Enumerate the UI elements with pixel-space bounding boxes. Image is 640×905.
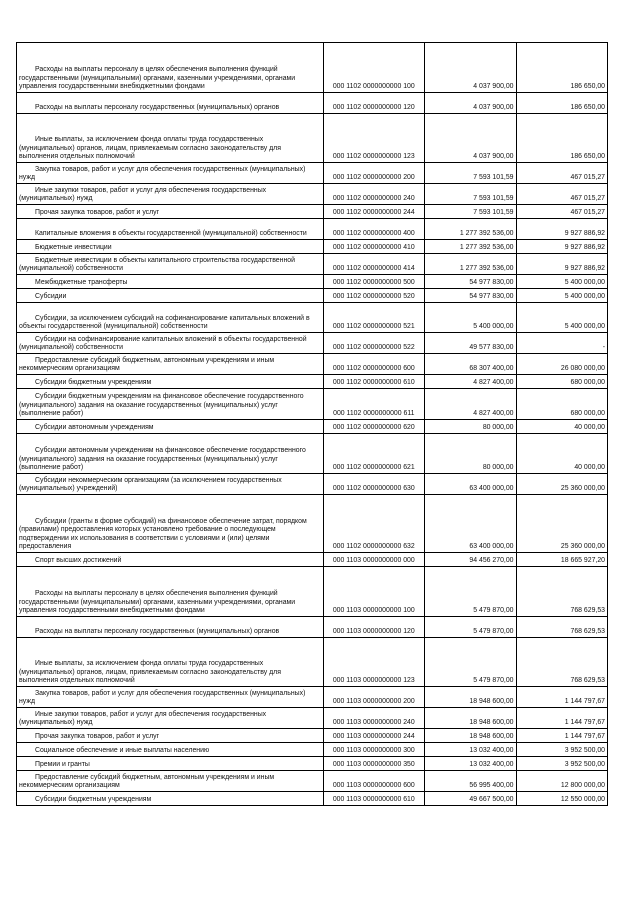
budget-code-cell: 000 1102 0000000000 620: [323, 420, 425, 434]
table-row: [17, 184, 608, 205]
budget-code-cell: 000 1103 0000000000 200: [323, 687, 425, 708]
expense-name-text: Бюджетные инвестиции в объекты капитального строительства государственной (муниципальной) собственности: [19, 256, 295, 273]
table-row: [17, 333, 608, 354]
executed-amount-cell: 9 927 886,92: [516, 240, 608, 254]
expense-name-text: Субсидии бюджетным учреждениям на финансовое обеспечение государственного (муниципального) задания на оказание государственных (муниципальных) услуг (выполнение работ): [19, 393, 304, 418]
expense-name-text: Субсидии (гранты в форме субсидий) на финансовое обеспечение затрат, порядком (правилами) предоставления которых установлено требование о последующем подтверждении их использования в соответствии с условиями и (или) целями предоставления: [19, 517, 307, 551]
expense-name-cell: [17, 43, 324, 93]
executed-amount-cell: 25 360 000,00: [516, 474, 608, 495]
approved-amount-cell: 5 400 000,00: [425, 303, 516, 333]
budget-code-cell: 000 1103 0000000000 100: [323, 567, 425, 617]
table-row: [17, 114, 608, 163]
expense-name-text: Субсидии, за исключением субсидий на софинансирование капитальных вложений в объекты государственной (муниципальной) собственности: [19, 314, 310, 331]
executed-amount-cell: 12 550 000,00: [516, 792, 608, 806]
executed-amount-cell: 1 144 797,67: [516, 687, 608, 708]
expense-name-text: Капитальные вложения в объекты государственной (муниципальной) собственности: [35, 230, 307, 238]
approved-amount-cell: 4 827 400,00: [425, 389, 516, 420]
expense-name-text: Субсидии бюджетным учреждениям: [35, 796, 152, 804]
approved-amount-cell: 4 037 900,00: [425, 114, 516, 163]
table-row: [17, 303, 608, 333]
budget-code-cell: 000 1102 0000000000 100: [323, 43, 425, 93]
approved-amount-cell: 49 577 830,00: [425, 333, 516, 354]
approved-amount-cell: 1 277 392 536,00: [425, 219, 516, 240]
budget-code-cell: 000 1102 0000000000 600: [323, 354, 425, 375]
budget-code-cell: 000 1102 0000000000 120: [323, 93, 425, 114]
executed-amount-cell: 26 080 000,00: [516, 354, 608, 375]
executed-amount-cell: 1 144 797,67: [516, 708, 608, 729]
table-row: [17, 205, 608, 219]
executed-amount-cell: 768 629,53: [516, 617, 608, 638]
table-row: [17, 708, 608, 729]
budget-code-cell: 000 1103 0000000000 300: [323, 743, 425, 757]
table-row: [17, 43, 608, 93]
budget-code-cell: 000 1102 0000000000 244: [323, 205, 425, 219]
expense-name-text: Иные выплаты, за исключением фонда оплаты труда государственных (муниципальных) органов, лицам, привлекаемым согласно законодательству для выполнения отдельных полномочий: [19, 660, 281, 685]
expense-name-text: Иные закупки товаров, работ и услуг для обеспечения государственных (муниципальных) нужд: [19, 186, 267, 203]
table-row: [17, 638, 608, 687]
table-row: [17, 163, 608, 184]
budget-code-cell: 000 1102 0000000000 632: [323, 495, 425, 553]
table-row: [17, 553, 608, 567]
approved-amount-cell: 80 000,00: [425, 434, 516, 474]
expense-name-cell: [17, 354, 324, 375]
expense-name-text: Субсидии: [35, 293, 67, 301]
table-row: [17, 567, 608, 617]
table-body: [17, 43, 608, 806]
table-row: [17, 771, 608, 792]
expense-name-text: Расходы на выплаты персоналу в целях обеспечения выполнения функций государственными (муниципальными) органами, казенными учреждениями, органами управления государственными внебюджетными фондами: [19, 590, 296, 615]
budget-code-cell: 000 1102 0000000000 521: [323, 303, 425, 333]
expense-name-text: Расходы на выплаты персоналу государственных (муниципальных) органов: [35, 104, 280, 112]
expense-name-text: Субсидии автономным учреждениям: [35, 424, 154, 432]
expense-name-text: Социальное обеспечение и иные выплаты населению: [35, 747, 210, 755]
approved-amount-cell: 5 479 870,00: [425, 617, 516, 638]
approved-amount-cell: 13 032 400,00: [425, 757, 516, 771]
approved-amount-cell: 80 000,00: [425, 420, 516, 434]
executed-amount-cell: 467 015,27: [516, 163, 608, 184]
expense-name-text: Бюджетные инвестиции: [35, 244, 112, 252]
approved-amount-cell: 18 948 600,00: [425, 687, 516, 708]
table-row: [17, 240, 608, 254]
executed-amount-cell: 186 650,00: [516, 43, 608, 93]
executed-amount-cell: 768 629,53: [516, 638, 608, 687]
expense-name-cell: [17, 792, 324, 806]
table-row: [17, 420, 608, 434]
expense-name-cell: [17, 729, 324, 743]
executed-amount-cell: 186 650,00: [516, 114, 608, 163]
expense-name-cell: [17, 333, 324, 354]
approved-amount-cell: 56 995 400,00: [425, 771, 516, 792]
approved-amount-cell: 7 593 101,59: [425, 163, 516, 184]
expense-name-cell: [17, 219, 324, 240]
executed-amount-cell: 40 000,00: [516, 420, 608, 434]
expense-name-text: Субсидии некоммерческим организациям (за исключением государственных (муниципальных) учреждений): [19, 476, 282, 493]
budget-code-cell: 000 1102 0000000000 520: [323, 289, 425, 303]
expense-name-cell: [17, 708, 324, 729]
budget-code-cell: 000 1102 0000000000 522: [323, 333, 425, 354]
expense-name-text: Субсидии на софинансирование капитальных вложений в объекты государственной (муниципальной) собственности: [19, 335, 307, 352]
executed-amount-cell: 12 800 000,00: [516, 771, 608, 792]
budget-code-cell: 000 1102 0000000000 414: [323, 254, 425, 275]
approved-amount-cell: 68 307 400,00: [425, 354, 516, 375]
budget-code-cell: 000 1102 0000000000 410: [323, 240, 425, 254]
executed-amount-cell: 25 360 000,00: [516, 495, 608, 553]
expense-name-cell: [17, 289, 324, 303]
expense-name-text: Иные закупки товаров, работ и услуг для обеспечения государственных (муниципальных) нужд: [19, 710, 267, 727]
expense-name-text: Межбюджетные трансферты: [35, 279, 128, 287]
approved-amount-cell: 4 827 400,00: [425, 375, 516, 389]
table-row: [17, 354, 608, 375]
approved-amount-cell: 94 456 270,00: [425, 553, 516, 567]
executed-amount-cell: 467 015,27: [516, 184, 608, 205]
budget-code-cell: 000 1103 0000000000 600: [323, 771, 425, 792]
expense-name-cell: [17, 743, 324, 757]
expense-name-text: Прочая закупка товаров, работ и услуг: [35, 209, 160, 217]
expense-name-cell: [17, 553, 324, 567]
table-row: [17, 474, 608, 495]
table-row: [17, 219, 608, 240]
budget-code-cell: 000 1103 0000000000 244: [323, 729, 425, 743]
budget-code-cell: 000 1103 0000000000 000: [323, 553, 425, 567]
budget-code-cell: 000 1103 0000000000 350: [323, 757, 425, 771]
expense-name-cell: [17, 495, 324, 553]
budget-code-cell: 000 1103 0000000000 123: [323, 638, 425, 687]
expense-name-text: Спорт высших достижений: [35, 557, 122, 565]
approved-amount-cell: 1 277 392 536,00: [425, 240, 516, 254]
expense-name-cell: [17, 240, 324, 254]
budget-execution-table: [16, 42, 608, 806]
executed-amount-cell: 3 952 500,00: [516, 757, 608, 771]
executed-amount-cell: -: [516, 333, 608, 354]
executed-amount-cell: 9 927 886,92: [516, 254, 608, 275]
executed-amount-cell: 1 144 797,67: [516, 729, 608, 743]
expense-name-text: Закупка товаров, работ и услуг для обеспечения государственных (муниципальных) нужд: [19, 689, 306, 706]
table-row: [17, 729, 608, 743]
expense-name-text: Субсидии автономным учреждениям на финансовое обеспечение государственного (муниципального) задания на оказание государственных (муниципальных) услуг (выполнение работ): [19, 447, 306, 472]
expense-name-cell: [17, 434, 324, 474]
approved-amount-cell: 18 948 600,00: [425, 708, 516, 729]
table-row: [17, 792, 608, 806]
approved-amount-cell: 1 277 392 536,00: [425, 254, 516, 275]
expense-name-cell: [17, 771, 324, 792]
expense-name-cell: [17, 420, 324, 434]
expense-name-cell: [17, 687, 324, 708]
executed-amount-cell: 5 400 000,00: [516, 275, 608, 289]
expense-name-cell: [17, 184, 324, 205]
table-row: [17, 743, 608, 757]
expense-name-cell: [17, 375, 324, 389]
expense-name-text: Расходы на выплаты персоналу в целях обеспечения выполнения функций государственными (муниципальными) органами, казенными учреждениями, органами управления государственными внебюджетными фондами: [19, 66, 296, 91]
budget-code-cell: 000 1102 0000000000 200: [323, 163, 425, 184]
expense-name-text: Субсидии бюджетным учреждениям: [35, 379, 152, 387]
executed-amount-cell: 3 952 500,00: [516, 743, 608, 757]
table-row: [17, 254, 608, 275]
budget-code-cell: 000 1103 0000000000 240: [323, 708, 425, 729]
executed-amount-cell: 40 000,00: [516, 434, 608, 474]
expense-name-cell: [17, 93, 324, 114]
executed-amount-cell: 5 400 000,00: [516, 303, 608, 333]
approved-amount-cell: 4 037 900,00: [425, 93, 516, 114]
expense-name-cell: [17, 254, 324, 275]
expense-name-text: Прочая закупка товаров, работ и услуг: [35, 733, 160, 741]
executed-amount-cell: 9 927 886,92: [516, 219, 608, 240]
table-row: [17, 375, 608, 389]
budget-code-cell: 000 1102 0000000000 621: [323, 434, 425, 474]
approved-amount-cell: 63 400 000,00: [425, 474, 516, 495]
expense-name-text: Премии и гранты: [35, 761, 90, 769]
executed-amount-cell: 680 000,00: [516, 375, 608, 389]
table-row: [17, 93, 608, 114]
table-row: [17, 389, 608, 420]
expense-name-cell: [17, 567, 324, 617]
approved-amount-cell: 54 977 830,00: [425, 275, 516, 289]
expense-name-cell: [17, 163, 324, 184]
approved-amount-cell: 5 479 870,00: [425, 567, 516, 617]
approved-amount-cell: 63 400 000,00: [425, 495, 516, 553]
expense-name-cell: [17, 474, 324, 495]
expense-name-cell: [17, 114, 324, 163]
executed-amount-cell: 768 629,53: [516, 567, 608, 617]
expense-name-text: Предоставление субсидий бюджетным, автономным учреждениям и иным некоммерческим организациям: [19, 773, 275, 790]
expense-name-cell: [17, 275, 324, 289]
budget-code-cell: 000 1102 0000000000 610: [323, 375, 425, 389]
budget-code-cell: 000 1102 0000000000 400: [323, 219, 425, 240]
executed-amount-cell: 186 650,00: [516, 93, 608, 114]
table-row: [17, 275, 608, 289]
expense-name-text: Закупка товаров, работ и услуг для обеспечения государственных (муниципальных) нужд: [19, 165, 306, 182]
expense-name-cell: [17, 617, 324, 638]
expense-name-text: Предоставление субсидий бюджетным, автономным учреждениям и иным некоммерческим организациям: [19, 356, 275, 373]
expense-name-text: Иные выплаты, за исключением фонда оплаты труда государственных (муниципальных) органов, лицам, привлекаемым согласно законодательству для выполнения отдельных полномочий: [19, 136, 281, 161]
table-row: [17, 434, 608, 474]
budget-code-cell: 000 1102 0000000000 240: [323, 184, 425, 205]
table-row: [17, 687, 608, 708]
approved-amount-cell: 54 977 830,00: [425, 289, 516, 303]
expense-name-cell: [17, 303, 324, 333]
expense-name-cell: [17, 205, 324, 219]
expense-name-cell: [17, 757, 324, 771]
expense-name-cell: [17, 638, 324, 687]
expense-name-cell: [17, 389, 324, 420]
budget-code-cell: 000 1103 0000000000 610: [323, 792, 425, 806]
table-row: [17, 495, 608, 553]
table-row: [17, 617, 608, 638]
budget-code-cell: 000 1102 0000000000 611: [323, 389, 425, 420]
table-row: [17, 757, 608, 771]
expense-name-text: Расходы на выплаты персоналу государственных (муниципальных) органов: [35, 628, 280, 636]
budget-code-cell: 000 1102 0000000000 500: [323, 275, 425, 289]
budget-code-cell: 000 1102 0000000000 630: [323, 474, 425, 495]
executed-amount-cell: 467 015,27: [516, 205, 608, 219]
approved-amount-cell: 7 593 101,59: [425, 184, 516, 205]
budget-code-cell: 000 1102 0000000000 123: [323, 114, 425, 163]
budget-code-cell: 000 1103 0000000000 120: [323, 617, 425, 638]
executed-amount-cell: 5 400 000,00: [516, 289, 608, 303]
executed-amount-cell: 18 665 927,20: [516, 553, 608, 567]
table-row: [17, 289, 608, 303]
approved-amount-cell: 5 479 870,00: [425, 638, 516, 687]
approved-amount-cell: 7 593 101,59: [425, 205, 516, 219]
approved-amount-cell: 13 032 400,00: [425, 743, 516, 757]
approved-amount-cell: 4 037 900,00: [425, 43, 516, 93]
approved-amount-cell: 18 948 600,00: [425, 729, 516, 743]
executed-amount-cell: 680 000,00: [516, 389, 608, 420]
approved-amount-cell: 49 667 500,00: [425, 792, 516, 806]
